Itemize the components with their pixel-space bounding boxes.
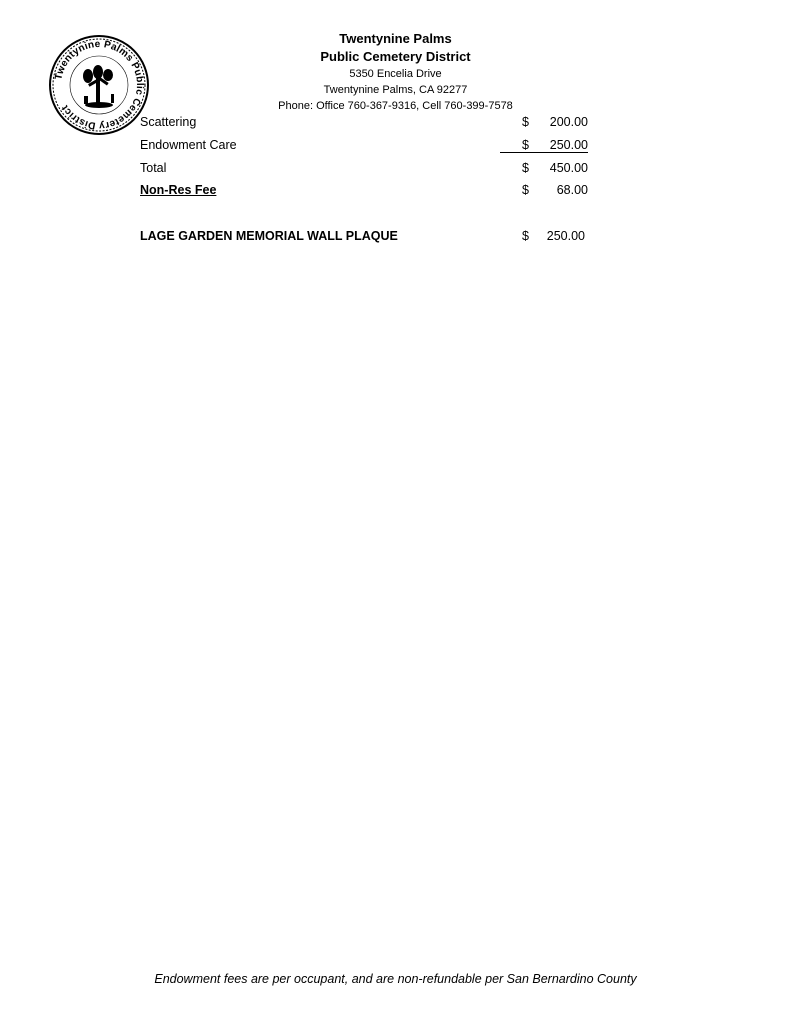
currency-symbol: $	[522, 138, 529, 152]
fee-amount: 200.00	[549, 115, 588, 129]
currency-symbol: $	[522, 115, 529, 129]
letterhead	[200, 30, 591, 114]
district-name-line-1: Twentynine Palms	[339, 31, 452, 46]
fee-row-memorial-wall-plaque	[140, 226, 590, 246]
fee-label: Scattering	[140, 115, 197, 129]
fee-label: Total	[140, 161, 167, 175]
seal-ring-text: Twentynine Palms Public Cemetery District	[53, 38, 146, 132]
fee-row-scattering	[140, 112, 590, 132]
fee-row-total	[140, 158, 590, 178]
fee-row-non-res-fee	[140, 180, 590, 200]
fee-label: Endowment Care	[140, 138, 237, 152]
currency-symbol: $	[522, 161, 529, 175]
fee-amount: 68.00	[556, 183, 588, 197]
fee-amount: 450.00	[549, 161, 588, 175]
currency-symbol: $	[522, 183, 529, 197]
fee-label: Non-Res Fee	[140, 183, 217, 197]
seal-graphic	[48, 34, 150, 136]
endowment-footnote: Endowment fees are per occupant, and are non-refundable per San Bernardino County	[154, 972, 637, 986]
district-name-line-2: Public Cemetery District	[320, 49, 471, 64]
fee-label: LAGE GARDEN MEMORIAL WALL PLAQUE	[140, 229, 398, 243]
fee-amount: 250.00	[549, 138, 588, 152]
street-address: 5350 Encelia Drive	[349, 68, 442, 80]
subtotal-rule	[500, 152, 588, 153]
fee-amount: 250.00	[546, 229, 585, 243]
fee-row-endowment-care	[140, 135, 590, 155]
currency-symbol: $	[522, 229, 529, 243]
city-state-zip: Twentynine Palms, CA 92277	[323, 84, 468, 96]
phone-numbers: Phone: Office 760-367-9316, Cell 760-399-7578	[278, 100, 513, 112]
cemetery-district-seal	[48, 34, 150, 136]
